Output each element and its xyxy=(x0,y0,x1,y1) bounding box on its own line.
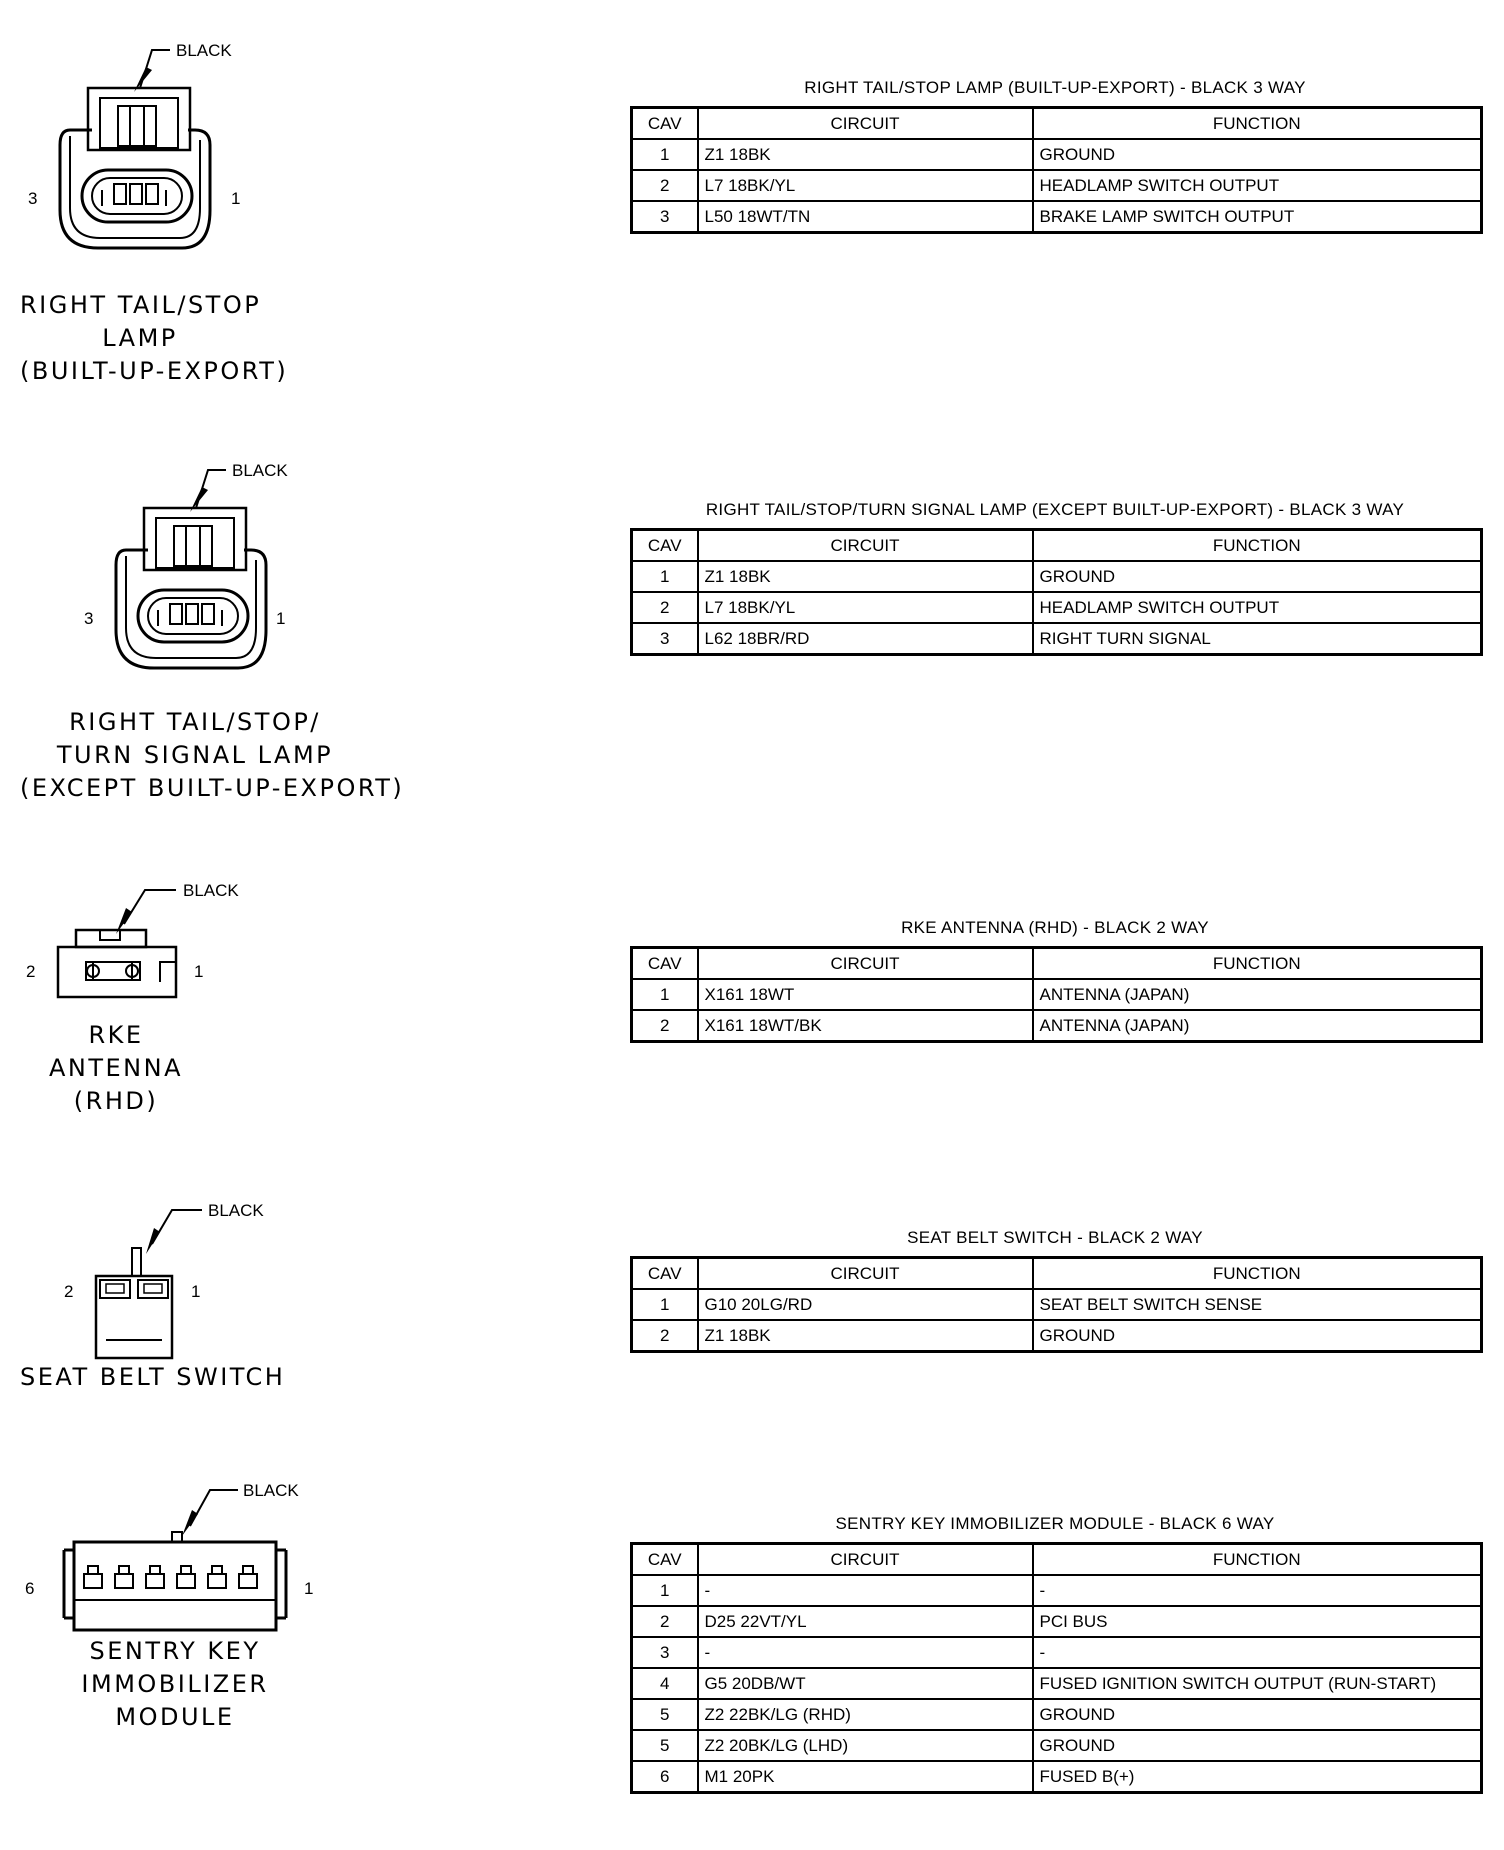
connector-name-line: IMMOBILIZER xyxy=(81,1670,269,1698)
pinout-table xyxy=(630,528,1483,656)
header-circuit: CIRCUIT xyxy=(698,948,1033,980)
pinout-table xyxy=(630,1256,1483,1353)
table-row xyxy=(632,1289,1482,1320)
table-row xyxy=(632,170,1482,201)
connector-name-line: SENTRY KEY xyxy=(89,1637,261,1665)
circuit-cell: Z2 20BK/LG (LHD) xyxy=(698,1730,1033,1761)
header-cav: CAV xyxy=(632,1258,698,1290)
pin-label-left: 6 xyxy=(25,1579,35,1598)
table-header-row xyxy=(632,948,1482,980)
header-function: FUNCTION xyxy=(1033,1258,1482,1290)
connector-name-line: RIGHT TAIL/STOP xyxy=(20,291,262,319)
function-cell: - xyxy=(1033,1575,1482,1606)
table-row xyxy=(632,592,1482,623)
circuit-cell: L7 18BK/YL xyxy=(698,592,1033,623)
pin-label-right: 1 xyxy=(231,189,241,208)
function-cell: GROUND xyxy=(1033,561,1482,592)
table-row xyxy=(632,979,1482,1010)
table-row xyxy=(632,623,1482,655)
table-title: SENTRY KEY IMMOBILIZER MODULE - BLACK 6 WAY xyxy=(835,1514,1275,1533)
color-label: BLACK xyxy=(176,41,232,60)
connector-name-line: MODULE xyxy=(115,1703,235,1731)
table-row xyxy=(632,561,1482,592)
header-circuit: CIRCUIT xyxy=(698,108,1033,140)
circuit-cell: Z1 18BK xyxy=(698,139,1033,170)
color-label: BLACK xyxy=(243,1481,299,1500)
connector-name-line: ANTENNA xyxy=(48,1054,184,1082)
function-cell: - xyxy=(1033,1637,1482,1668)
connector-name-line: (BUILT-UP-EXPORT) xyxy=(20,357,289,385)
pin-label-left: 3 xyxy=(84,609,94,628)
table-row xyxy=(632,1699,1482,1730)
circuit-cell: L62 18BR/RD xyxy=(698,623,1033,655)
table-header-row xyxy=(632,1544,1482,1576)
connector-name xyxy=(20,289,289,388)
cav-cell: 2 xyxy=(632,1320,698,1352)
table-row xyxy=(632,139,1482,170)
function-cell: FUSED IGNITION SWITCH OUTPUT (RUN-START) xyxy=(1033,1668,1482,1699)
cav-cell: 1 xyxy=(632,1575,698,1606)
function-cell: BRAKE LAMP SWITCH OUTPUT xyxy=(1033,201,1482,233)
table-title: RIGHT TAIL/STOP LAMP (BUILT-UP-EXPORT) - BLACK 3 WAY xyxy=(804,78,1306,97)
cav-cell: 2 xyxy=(632,1010,698,1042)
function-cell: GROUND xyxy=(1033,1699,1482,1730)
table-title: RIGHT TAIL/STOP/TURN SIGNAL LAMP (EXCEPT BUILT-UP-EXPORT) - BLACK 3 WAY xyxy=(705,500,1405,519)
table-title: SEAT BELT SWITCH - BLACK 2 WAY xyxy=(907,1228,1203,1247)
circuit-cell: X161 18WT xyxy=(698,979,1033,1010)
circuit-cell: L7 18BK/YL xyxy=(698,170,1033,201)
function-cell: FUSED B(+) xyxy=(1033,1761,1482,1793)
table-row xyxy=(632,201,1482,233)
cav-cell: 1 xyxy=(632,561,698,592)
function-cell: HEADLAMP SWITCH OUTPUT xyxy=(1033,170,1482,201)
pin-label-left: 3 xyxy=(28,189,38,208)
connector-name-line: LAMP xyxy=(102,324,178,352)
cav-cell: 5 xyxy=(632,1699,698,1730)
color-label: BLACK xyxy=(183,881,239,900)
color-label: BLACK xyxy=(232,461,288,480)
table-row xyxy=(632,1320,1482,1352)
pin-label-right: 1 xyxy=(191,1282,201,1301)
connector-name xyxy=(20,706,405,805)
cav-cell: 1 xyxy=(632,979,698,1010)
pin-label-left: 2 xyxy=(26,962,36,981)
function-cell: ANTENNA (JAPAN) xyxy=(1033,979,1482,1010)
header-circuit: CIRCUIT xyxy=(698,1258,1033,1290)
header-cav: CAV xyxy=(632,530,698,562)
pin-label-right: 1 xyxy=(276,609,286,628)
cav-cell: 3 xyxy=(632,201,698,233)
circuit-cell: - xyxy=(698,1637,1033,1668)
cav-cell: 4 xyxy=(632,1668,698,1699)
table-row xyxy=(632,1730,1482,1761)
pinout-table xyxy=(630,1542,1483,1794)
circuit-cell: M1 20PK xyxy=(698,1761,1033,1793)
pinout-table xyxy=(630,106,1483,234)
circuit-cell: G5 20DB/WT xyxy=(698,1668,1033,1699)
cav-cell: 1 xyxy=(632,139,698,170)
circuit-cell: G10 20LG/RD xyxy=(698,1289,1033,1320)
header-cav: CAV xyxy=(632,1544,698,1576)
circuit-cell: - xyxy=(698,1575,1033,1606)
cav-cell: 5 xyxy=(632,1730,698,1761)
circuit-cell: X161 18WT/BK xyxy=(698,1010,1033,1042)
table-header-row xyxy=(632,1258,1482,1290)
connector-name-line: RIGHT TAIL/STOP/ xyxy=(69,708,321,736)
function-cell: GROUND xyxy=(1033,1730,1482,1761)
connector-name-line: SEAT BELT SWITCH xyxy=(20,1363,286,1391)
function-cell: HEADLAMP SWITCH OUTPUT xyxy=(1033,592,1482,623)
function-cell: GROUND xyxy=(1033,139,1482,170)
table-row xyxy=(632,1761,1482,1793)
cav-cell: 3 xyxy=(632,623,698,655)
cav-cell: 2 xyxy=(632,170,698,201)
header-function: FUNCTION xyxy=(1033,948,1482,980)
connector-name xyxy=(20,1361,286,1394)
function-cell: RIGHT TURN SIGNAL xyxy=(1033,623,1482,655)
connector-name-line: RKE xyxy=(88,1021,144,1049)
table-row xyxy=(632,1606,1482,1637)
header-circuit: CIRCUIT xyxy=(698,530,1033,562)
circuit-cell: Z2 22BK/LG (RHD) xyxy=(698,1699,1033,1730)
header-function: FUNCTION xyxy=(1033,1544,1482,1576)
circuit-cell: Z1 18BK xyxy=(698,1320,1033,1352)
connector-name-line: (EXCEPT BUILT-UP-EXPORT) xyxy=(20,774,405,802)
table-header-row xyxy=(632,530,1482,562)
table-title: RKE ANTENNA (RHD) - BLACK 2 WAY xyxy=(901,918,1209,937)
circuit-cell: Z1 18BK xyxy=(698,561,1033,592)
connector-name xyxy=(36,1019,196,1118)
cav-cell: 2 xyxy=(632,1606,698,1637)
table-row xyxy=(632,1010,1482,1042)
cav-cell: 2 xyxy=(632,592,698,623)
pinout-table xyxy=(630,946,1483,1043)
cav-cell: 3 xyxy=(632,1637,698,1668)
pin-label-left: 2 xyxy=(64,1282,74,1301)
connector-name-line: (RHD) xyxy=(73,1087,159,1115)
function-cell: PCI BUS xyxy=(1033,1606,1482,1637)
table-header-row xyxy=(632,108,1482,140)
table-row xyxy=(632,1575,1482,1606)
circuit-cell: D25 22VT/YL xyxy=(698,1606,1033,1637)
cav-cell: 6 xyxy=(632,1761,698,1793)
connector-name xyxy=(70,1635,280,1734)
color-label: BLACK xyxy=(208,1201,264,1220)
pin-label-right: 1 xyxy=(194,962,204,981)
function-cell: SEAT BELT SWITCH SENSE xyxy=(1033,1289,1482,1320)
connector-name-line: TURN SIGNAL LAMP xyxy=(56,741,334,769)
table-row xyxy=(632,1637,1482,1668)
pin-label-right: 1 xyxy=(304,1579,314,1598)
header-function: FUNCTION xyxy=(1033,530,1482,562)
circuit-cell: L50 18WT/TN xyxy=(698,201,1033,233)
cav-cell: 1 xyxy=(632,1289,698,1320)
table-row xyxy=(632,1668,1482,1699)
header-function: FUNCTION xyxy=(1033,108,1482,140)
function-cell: GROUND xyxy=(1033,1320,1482,1352)
function-cell: ANTENNA (JAPAN) xyxy=(1033,1010,1482,1042)
header-cav: CAV xyxy=(632,108,698,140)
header-circuit: CIRCUIT xyxy=(698,1544,1033,1576)
header-cav: CAV xyxy=(632,948,698,980)
